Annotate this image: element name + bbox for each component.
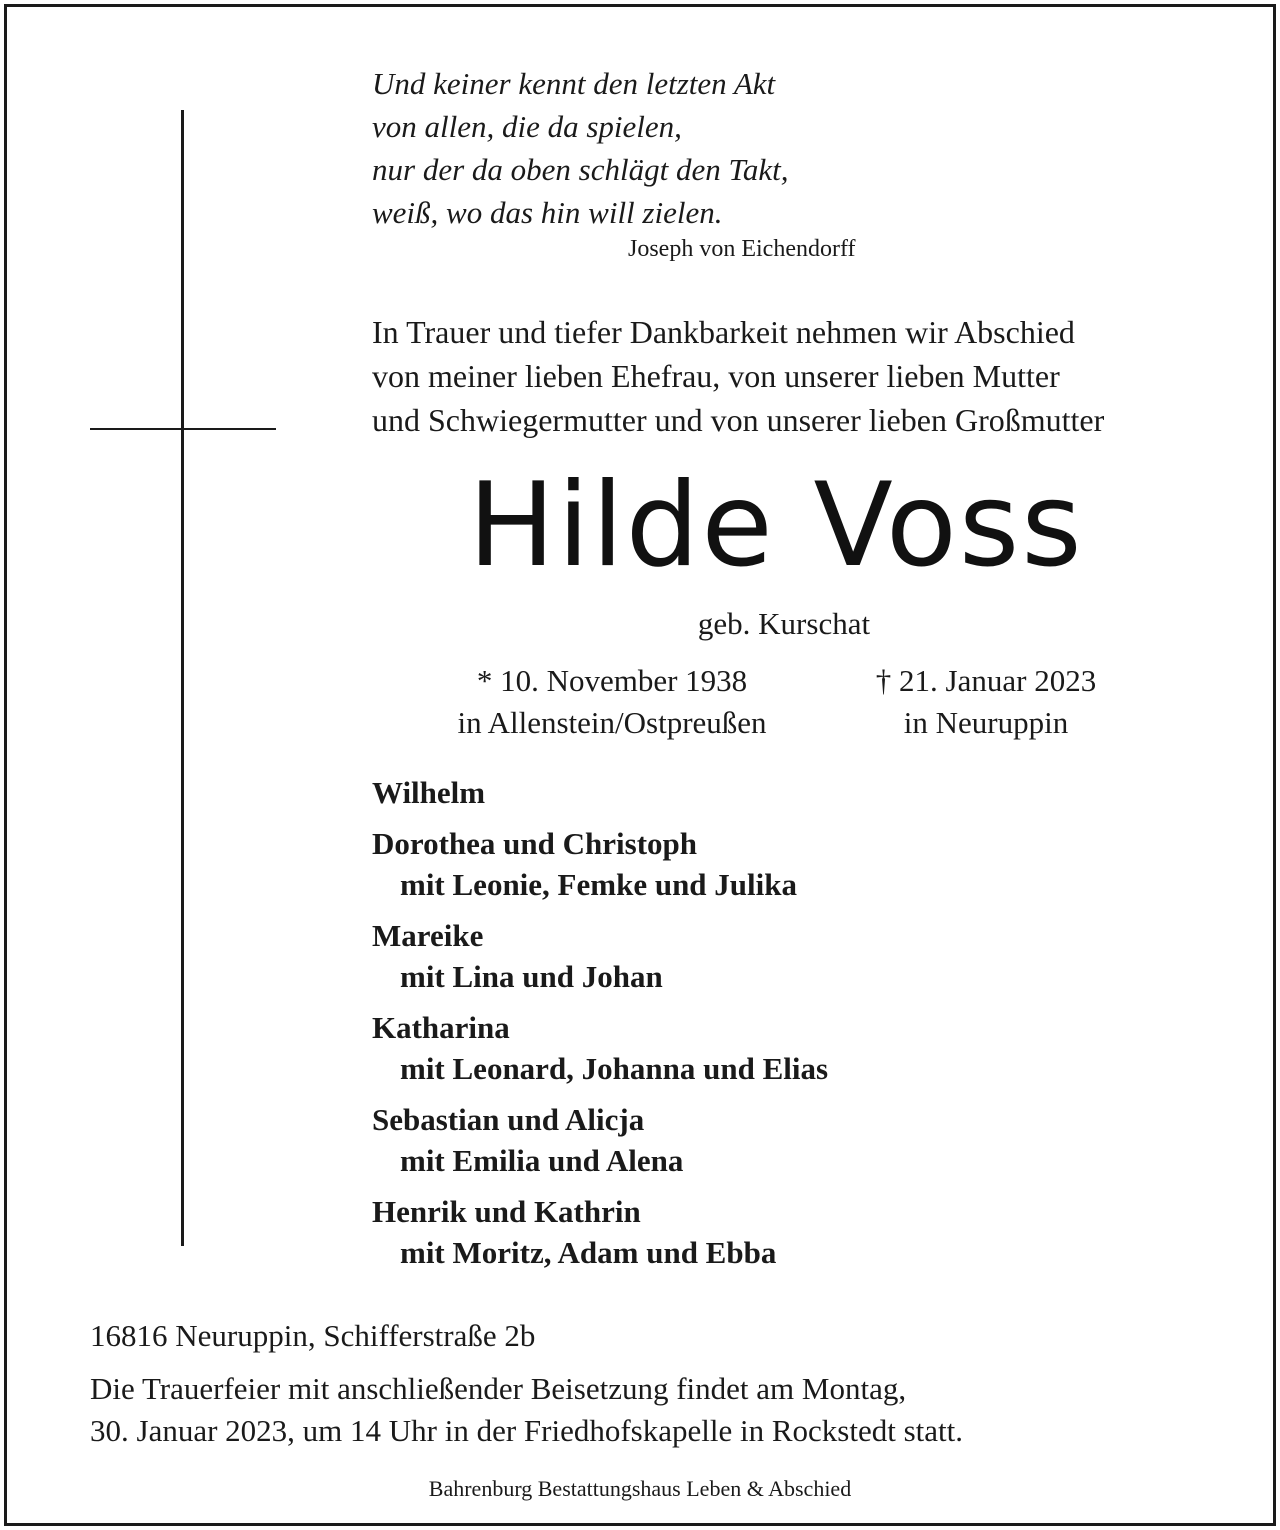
family-main: Dorothea und Christoph [372,826,698,861]
family-sub: mit Emilia und Alena [400,1143,684,1178]
maiden-name: geb. Kurschat [697,606,871,641]
family-sub: mit Leonie, Femke und Julika [400,867,798,902]
family-sub: mit Moritz, Adam und Ebba [400,1235,777,1270]
intro-text [372,310,1104,442]
ceremony-info [90,1368,963,1452]
family-main: Sebastian und Alicja [372,1102,645,1137]
death-info [840,660,1132,744]
poem-author: Joseph von Eichendorff [628,236,856,262]
family-main: Mareike [372,918,484,953]
family-group [372,772,828,813]
poem-line: von allen, die da spielen, [372,109,682,144]
birth-date: * 10. November 1938 [476,663,748,698]
ceremony-line: 30. Januar 2023, um 14 Uhr in der Friedhofskapelle in Rockstedt statt. [90,1413,964,1448]
poem-line: weiß, wo das hin will zielen. [372,195,723,230]
family-group [372,1007,828,1089]
cross-vertical-bar [181,110,184,1246]
family-sub: mit Lina und Johan [400,959,663,994]
funeral-home-footer: Bahrenburg Bestattungshaus Leben & Abschied [428,1476,852,1501]
family-main: Henrik und Kathrin [372,1194,641,1229]
ceremony-line: Die Trauerfeier mit anschließender Beisetzung findet am Montag, [90,1371,907,1406]
poem-line: nur der da oben schlägt den Takt, [372,152,789,187]
family-group [372,915,828,997]
family-group [372,1099,828,1181]
family-main: Katharina [372,1010,510,1045]
intro-line: In Trauer und tiefer Dankbarkeit nehmen wir Abschied [372,314,1075,350]
intro-line: und Schwiegermutter und von unserer lieben Großmutter [372,402,1105,438]
family-group [372,1191,828,1273]
death-place: in Neuruppin [903,705,1069,740]
death-date: † 21. Januar 2023 [875,663,1097,698]
birth-info [412,660,812,744]
poem-line: Und keiner kennt den letzten Akt [372,66,776,101]
deceased-name: Hilde Voss [468,458,1084,593]
cross-horizontal-bar [90,428,276,430]
address: 16816 Neuruppin, Schifferstraße 2b [90,1318,536,1353]
poem [372,62,788,234]
family-sub: mit Leonard, Johanna und Elias [400,1051,829,1086]
family-main: Wilhelm [372,775,486,810]
family-list [372,772,828,1283]
birth-place: in Allenstein/Ostpreußen [457,705,767,740]
intro-line: von meiner lieben Ehefrau, von unserer lieben Mutter [372,358,1060,394]
family-group [372,823,828,905]
